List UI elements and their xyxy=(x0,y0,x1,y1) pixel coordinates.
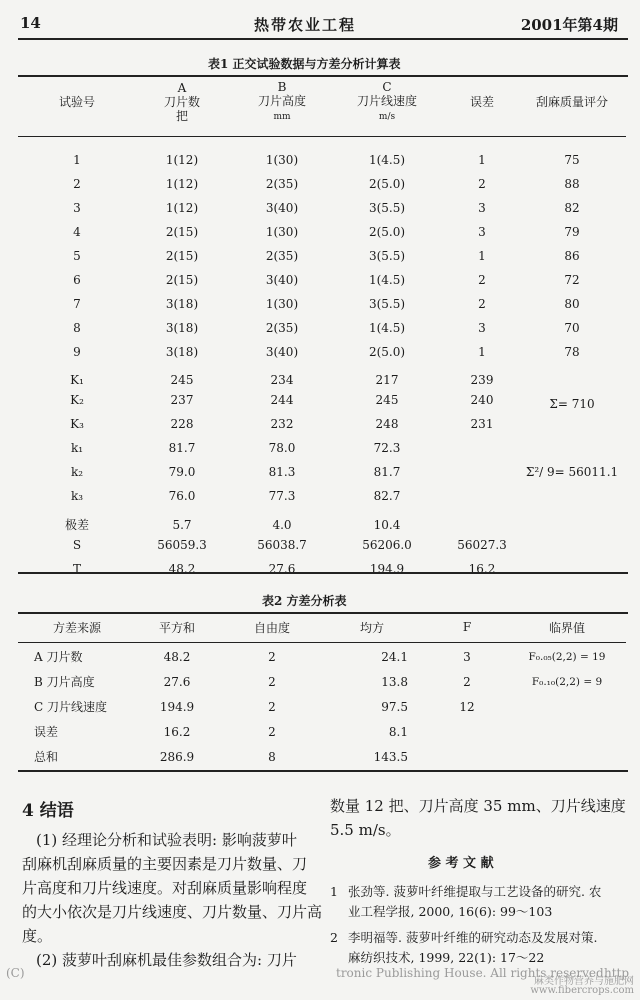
row-k3: k₃ 76.0 77.3 82.7 xyxy=(70,489,401,503)
table2-header-row: 方差来源 平方和 自由度 均方 F 临界值 xyxy=(52,620,585,635)
row-range: 极差 5.7 4.0 10.4 xyxy=(64,517,401,532)
header-b: B 刀片高度 mm xyxy=(257,80,306,122)
url-fragment: http xyxy=(604,966,630,980)
row-K2: K₂ 237 244 245 240 xyxy=(70,393,494,407)
sum-square: Σ²/ 9= 56011.1 xyxy=(525,465,619,479)
row-T: T 48.2 27.6 194.9 16.2 xyxy=(72,562,496,576)
header-a: A 刀片数 把 xyxy=(163,81,200,123)
conclusion-text: (1) 经理论分析和试验表明: 影响菠萝叶 刮麻机刮麻质量的主要因素是刀片数量、刀 片高度和刀片线速度。对刮麻质量影响程度 的大小依次是刀片线速度、刀片数量、刀片高 度。 (2) 菠萝叶刮麻机最佳参数组合为: 刀片 xyxy=(22,831,323,969)
row-K3: K₃ 228 232 248 231 xyxy=(70,417,494,431)
section-heading: 4 结语 xyxy=(22,801,74,821)
table-row: 8 3(18) 2(35) 1(4.5) 3 70 xyxy=(73,321,580,335)
row-K1: K₁ 245 234 217 239 Σ= 710 xyxy=(22,364,622,388)
journal-title: 热带农业工程 xyxy=(254,16,357,34)
row-k1: k₁ 81.7 78.0 72.3 Σ²/ 9= 56011.1 xyxy=(22,436,622,460)
table-row: A 刀片数 48.2 2 24.1 3 F₀.₀₅(2,2) = 19 xyxy=(34,649,606,664)
site-url-watermark: www.fibercrops.com xyxy=(530,985,634,996)
table1-bottom-rule xyxy=(18,572,628,574)
table2-bottom-rule xyxy=(18,770,628,772)
table1 xyxy=(22,80,622,581)
table-row: 2 1(12) 2(35) 2(5.0) 2 88 xyxy=(73,177,580,191)
table1-caption: 表1 正交试验数据与方差分析计算表 xyxy=(208,57,401,71)
header-trial: 试验号 xyxy=(58,95,95,109)
table-row: 误差 16.2 2 8.1 xyxy=(34,724,408,739)
table-row: 总和 286.9 8 143.5 xyxy=(34,749,408,764)
row-k2: k₂ 79.0 81.3 81.7 xyxy=(70,465,401,479)
reference-list xyxy=(330,882,630,968)
table1-top-rule xyxy=(18,75,628,77)
table-row: 4 2(15) 1(30) 2(5.0) 3 79 xyxy=(73,225,580,239)
table1-header-row xyxy=(22,80,622,124)
page-number: 14 xyxy=(20,14,41,32)
reference-item: 2 李明福等. 菠萝叶纤维的研究动态及发展对策. 麻纺织技术, 1999, 22(1): 17～22 xyxy=(330,930,598,965)
copyright-left: (C) xyxy=(6,966,25,980)
reference-item: 1 张劲等. 菠萝叶纤维提取与工艺设备的研究. 农 业工程学报, 2000, 16(6): 99～103 xyxy=(330,884,602,919)
references-heading: 参 考 文 献 xyxy=(428,856,494,871)
header-c: C 刀片线速度 m/s xyxy=(356,80,417,122)
sum-total: Σ= 710 xyxy=(549,397,595,411)
table-row: 6 2(15) 3(40) 1(4.5) 2 72 xyxy=(73,273,580,287)
table-row: 1 1(12) 1(30) 1(4.5) 1 75 xyxy=(73,153,580,167)
site-cn-watermark: 麻类作物营养与施肥网 xyxy=(534,976,634,987)
row-S: S 56059.3 56038.7 56206.0 56027.3 xyxy=(72,538,507,552)
header-error: 误差 xyxy=(469,95,494,109)
table-row: 7 3(18) 1(30) 3(5.5) 2 80 xyxy=(73,297,580,311)
table2 xyxy=(22,614,622,769)
header-rule xyxy=(18,38,628,40)
table-row: 3 1(12) 3(40) 3(5.5) 3 82 xyxy=(73,201,580,215)
conclusion-continued: 数量 12 把、刀片高度 35 mm、刀片线速度 5.5 m/s。 xyxy=(330,797,626,839)
table2-caption: 表2 方差分析表 xyxy=(262,594,347,608)
table-row: C 刀片线速度 194.9 2 97.5 12 xyxy=(34,699,475,714)
issue-label: 2001年第4期 xyxy=(520,16,618,34)
table-row: 5 2(15) 2(35) 3(5.5) 1 86 xyxy=(73,249,580,263)
header-score: 刮麻质量评分 xyxy=(535,95,608,109)
table-row: B 刀片高度 27.6 2 13.8 2 F₀.₁₀(2,2) = 9 xyxy=(34,674,603,689)
table-row: 9 3(18) 3(40) 2(5.0) 1 78 xyxy=(73,345,580,359)
copyright-mid: tronic Publishing House. All rights reserved. xyxy=(336,966,608,980)
